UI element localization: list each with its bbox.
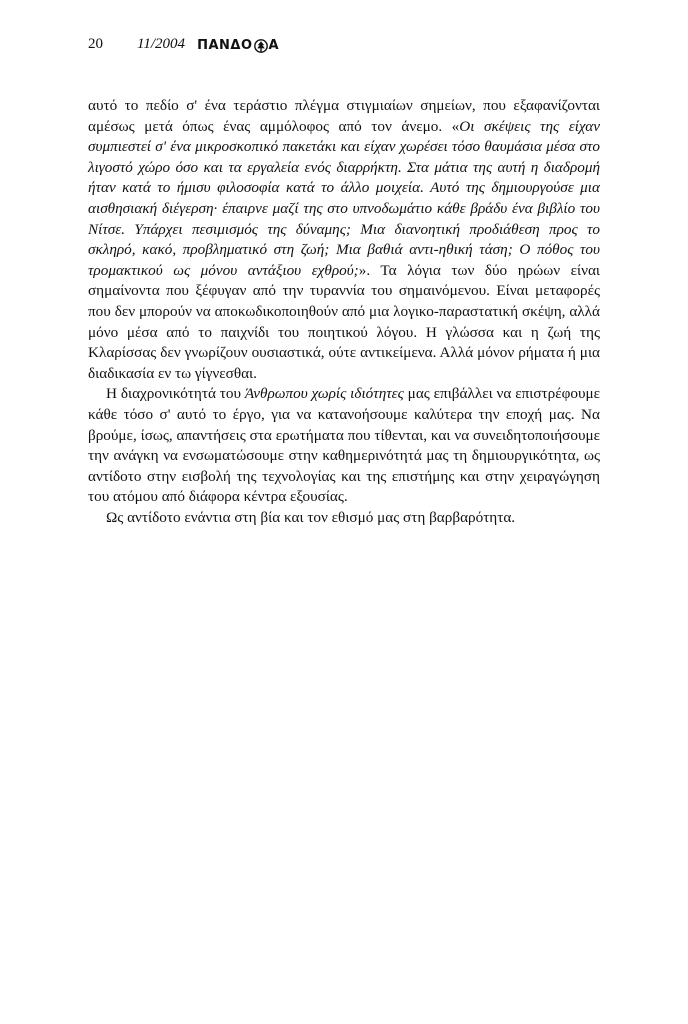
issue-date: 11/2004	[137, 36, 186, 52]
journal-logo	[197, 38, 279, 53]
page-header	[88, 36, 279, 58]
page-number: 20	[88, 36, 103, 52]
paragraph-2-text-a: Η διαχρονικότητά του	[106, 385, 245, 403]
paragraph-1-italic-quote: Οι σκέψεις της είχαν συμπιεστεί σ' ένα μικροσκοπικό πακετάκι και είχαν χωρέσει τόσο θαυμάσια μέσα στο λιγοστό χώρο όσο και τα εργαλεία ενός διαρρήκτη. Στα μάτια της αυτή η διαδρομή ήταν κατά το ήμισυ φιλοσοφία κατά το άλλο μοιχεία. Αυτό της δημιουργούσε μια αισθησιακή διέγερση· έπαιρνε μαζί της στο υπνοδωμάτιο κάθε βράδυ ένα βιβλίο του Νίτσε. Υπάρχει πεσιμισμός της δύναμης; Μια διανοητική προδιάθεση προς το σκληρό, κακό, προβληματικό στη ζωή; Μια βαθιά αντι-ηθική τάση; Ο πόθος του τρομακτικού ως μόνου αντάξιου εχθρού;	[88, 117, 600, 279]
logo-text-right: Α	[268, 38, 280, 53]
logo-text-left: ΠΑΝΔΟ	[197, 38, 253, 53]
pine-tree-circle-icon	[254, 39, 268, 53]
paragraph-1-text-b: ». Τα λόγια των δύο ηρώων είναι σημαίνοντα που ξέφυγαν από την τυραννία του σημαινόμενου. Είναι μεταφορές που δεν μπορούν να αποκωδικοποιηθούν από μια λογικο-παραστατική σκέψη, αλλά μόνο μέσα από το παιχνίδι του ποιητικού λόγου. Η γλώσσα και η ζωή της Κλαρίσσας δεν γνωρίζουν ουσιαστικά, ούτε αντικείμενα. Αλλά μόνον ρήματα ή μια διαδικασία εν τω γίγνεσθαι.	[88, 261, 600, 382]
paragraph-2	[88, 384, 600, 508]
paragraph-2-text-b: μας επιβάλλει να επιστρέφουμε κάθε τόσο σ' αυτό το έργο, για να κατανοήσουμε καλύτερα την εποχή μας. Να βρούμε, ίσως, απαντήσεις στα ερωτήματα που τίθενται, και να συνειδητοποιήσουμε την ανάγκη να ενσωματώσουμε στην καθημερινότητά μας τη δημιουργικότητα, ως αντίδοτο στην εισβολή της τεχνολογίας και της επιστήμης και στην χειραγώγηση του ατόμου από διάφορα κέντρα εξουσίας.	[88, 385, 600, 506]
paragraph-1	[88, 96, 600, 384]
paragraph-1-text-a: αυτό το πεδίο σ' ένα τεράστιο πλέγμα στιγμιαίων σημείων, που εξαφανίζονται αμέσως μετά όπως ένας αμμόλοφος από τον άνεμο. «	[88, 97, 600, 135]
article-body	[88, 96, 600, 528]
paragraph-2-italic-title: Άνθρωπου χωρίς ιδιότητες	[244, 385, 404, 403]
paragraph-3: Ως αντίδοτο ενάντια στη βία και τον εθισμό μας στη βαρβαρότητα.	[106, 508, 516, 526]
